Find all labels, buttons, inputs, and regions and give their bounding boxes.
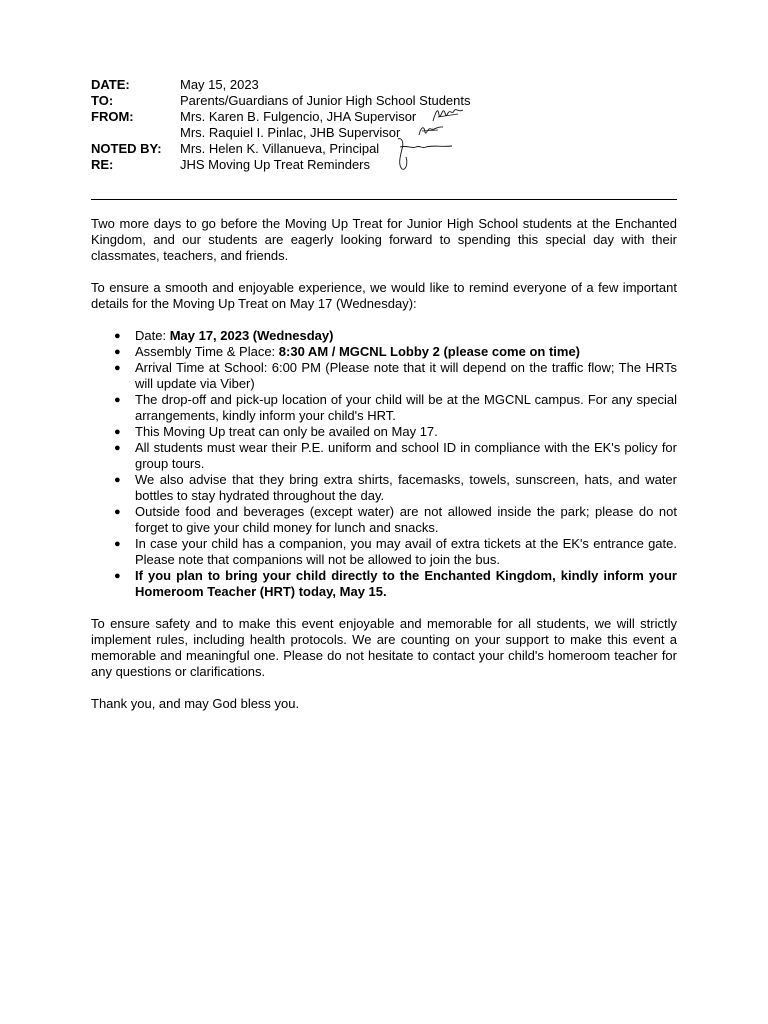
to-label: TO: [91, 93, 114, 108]
closing-line: Thank you, and may God bless you. [91, 696, 300, 711]
from-name-2: Mrs. Raquiel I. Pinlac, JHB Supervisor [180, 125, 401, 140]
reminder-item [91, 328, 677, 344]
from-value-2 [180, 125, 400, 141]
reminder-emphasis: May 17, 2023 (Wednesday) [169, 328, 334, 343]
reminder-item [91, 536, 677, 568]
header-divider [91, 199, 677, 200]
date-label: DATE: [91, 77, 130, 92]
reminder-text: All students must wear their P.E. uniform and school ID in compliance with the EK's policy for group tours. [135, 440, 677, 471]
from-label: FROM: [91, 109, 134, 124]
noted-value [180, 141, 379, 157]
from-row [91, 109, 691, 125]
reminder-item [91, 504, 677, 536]
details-paragraph: To ensure a smooth and enjoyable experience, we would like to remind everyone of a few important details for the Moving Up Treat on May 17 (Wednesday): [91, 280, 677, 311]
reminder-item [91, 344, 677, 360]
bullet-icon: ● [114, 426, 121, 438]
date-row [91, 77, 691, 93]
reminder-item [91, 472, 677, 504]
from-name-1: Mrs. Karen B. Fulgencio, JHA Supervisor [180, 109, 417, 124]
bullet-icon: ● [114, 362, 121, 374]
reminder-label: Date: [135, 328, 170, 343]
bullet-icon: ● [114, 506, 121, 518]
reminder-item [91, 568, 677, 600]
bullet-icon: ● [114, 442, 121, 454]
reminder-item [91, 360, 677, 392]
noted-label: NOTED BY: [91, 141, 162, 156]
bullet-icon: ● [114, 346, 121, 358]
noted-row [91, 141, 691, 157]
reminder-text: The drop-off and pick-up location of your child will be at the MGCNL campus. For any special arrangements, kindly inform your child's HRT. [135, 392, 677, 423]
bullet-icon: ● [114, 394, 121, 406]
bullet-icon: ● [114, 570, 121, 582]
re-label: RE: [91, 157, 114, 172]
to-row [91, 93, 691, 109]
reminder-item [91, 440, 677, 472]
from-value-1 [180, 109, 416, 125]
bullet-icon: ● [114, 474, 121, 486]
signature-3 [390, 135, 456, 175]
reminder-item [91, 392, 677, 424]
safety-paragraph: To ensure safety and to make this event enjoyable and memorable for all students, we will strictly implement rules, including health protocols. We are counting on your support to make this event a memorable and meaningful one. Please do not hesitate to contact your child's homeroom teacher for any questions or clarifications. [91, 616, 677, 679]
reminder-text: Arrival Time at School: 6:00 PM (Please note that it will depend on the traffic flow; The HRTs will update via Viber) [135, 360, 677, 391]
re-value: JHS Moving Up Treat Reminders [180, 157, 371, 172]
memo-body [91, 216, 677, 712]
reminders-list [91, 328, 677, 600]
noted-name: Mrs. Helen K. Villanueva, Principal [180, 141, 380, 156]
reminder-text: This Moving Up treat can only be availed on May 17. [135, 424, 438, 439]
reminder-item [91, 424, 677, 440]
reminder-text: In case your child has a companion, you may avail of extra tickets at the EK's entrance gate. Please note that companions will not be allowed to join the bus. [135, 536, 677, 567]
reminder-emphasis: 8:30 AM / MGCNL Lobby 2 (please come on time) [278, 344, 581, 359]
reminder-emphasis: If you plan to bring your child directly to the Enchanted Kingdom, kindly inform your Homeroom Teacher (HRT) today, May 15. [135, 568, 677, 599]
bullet-icon: ● [114, 330, 121, 342]
reminder-label: Assembly Time & Place: [135, 344, 279, 359]
memo-header [91, 77, 691, 173]
to-value: Parents/Guardians of Junior High School Students [180, 93, 471, 108]
intro-paragraph: Two more days to go before the Moving Up Treat for Junior High School students at the Enchanted Kingdom, and our students are eagerly looking forward to spending this special day with their classmates, teachers, and friends. [91, 216, 677, 263]
bullet-icon: ● [114, 538, 121, 550]
date-value: May 15, 2023 [180, 77, 259, 92]
reminder-text: Outside food and beverages (except water) are not allowed inside the park; please do not forget to give your child money for lunch and snacks. [135, 504, 677, 535]
reminder-text: We also advise that they bring extra shirts, facemasks, towels, sunscreen, hats, and water bottles to stay hydrated throughout the day. [135, 472, 677, 503]
